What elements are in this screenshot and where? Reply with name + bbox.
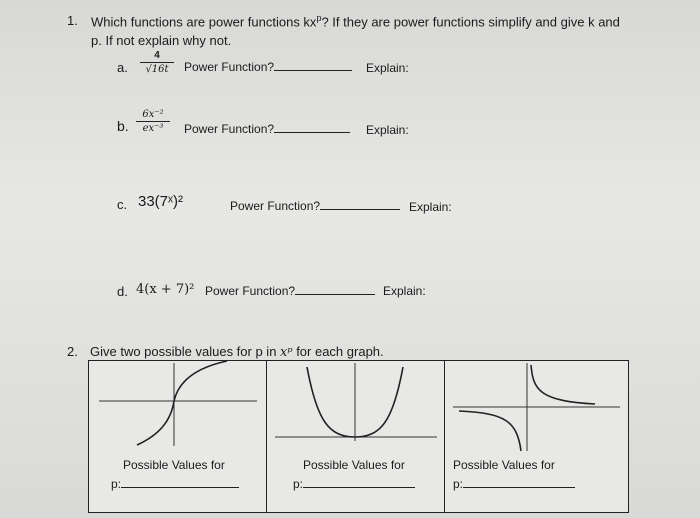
q2-text	[90, 344, 384, 360]
graph-box-3	[444, 360, 629, 513]
item-a-explain: Explain:	[366, 61, 409, 75]
item-d-explain: Explain:	[383, 284, 426, 298]
item-a-letter: a.	[117, 60, 128, 75]
item-a-denominator: √16t	[145, 64, 169, 75]
graph-3-p-blank[interactable]	[463, 487, 575, 488]
item-b-pf-label: Power Function?	[184, 122, 275, 136]
graph-2-p-label: p:	[293, 477, 304, 491]
q1-line2: p. If not explain why not.	[91, 33, 232, 48]
item-a-pf-label: Power Function?	[184, 60, 275, 74]
graph-1-p	[111, 477, 239, 491]
item-d-letter: d.	[117, 284, 128, 299]
item-c-pf-label: Power Function?	[230, 199, 321, 213]
graph-1-p-label: p:	[111, 477, 122, 491]
q1-text: Which functions are power functions kx	[91, 14, 317, 30]
graph-3-curve-right	[531, 365, 595, 404]
item-d-pf-label: Power Function?	[205, 284, 296, 298]
graph-box-2	[266, 360, 446, 513]
q1-sup-p: p	[316, 13, 322, 23]
q2-text-end: for each graph.	[292, 344, 384, 359]
item-c-power-function	[230, 199, 400, 213]
item-d-power-function	[205, 284, 375, 298]
q1-line1	[91, 13, 620, 29]
item-b-explain: Explain:	[366, 123, 409, 137]
item-b-letter: b.	[117, 118, 129, 134]
graph-1-curve	[137, 361, 227, 445]
item-b-denominator: ex⁻³	[142, 123, 164, 134]
graph-box-1	[88, 360, 268, 513]
q1-number: 1.	[67, 13, 78, 28]
item-d-expression: 4(x + 7)²	[136, 282, 195, 297]
item-c-letter: c.	[117, 197, 128, 212]
item-a-blank[interactable]	[274, 70, 352, 71]
item-c-blank[interactable]	[320, 209, 400, 210]
graph-1-p-blank[interactable]	[121, 487, 239, 488]
item-a-numerator: 4	[154, 50, 160, 61]
item-a-power-function	[184, 60, 352, 74]
graph-3-p-label: p:	[453, 477, 464, 491]
q2-xp: xᵖ	[280, 345, 293, 360]
q2-number: 2.	[67, 344, 78, 359]
item-c-explain: Explain:	[409, 200, 452, 214]
item-b-numerator: 6x⁻²	[142, 109, 164, 120]
item-b-fraction	[136, 109, 170, 134]
item-b-power-function	[184, 122, 350, 136]
item-c-expression: 33(7ˣ)²	[138, 193, 183, 210]
graph-2-possible-values: Possible Values for	[303, 458, 405, 472]
graph-1-plot	[89, 361, 267, 451]
graph-2-plot	[267, 361, 445, 451]
graph-3-p	[453, 477, 575, 491]
q2-text-start: Give two possible values for p in	[90, 344, 281, 359]
graph-1-possible-values: Possible Values for	[123, 458, 225, 472]
graph-2-p	[293, 477, 415, 491]
item-a-fraction	[140, 50, 174, 75]
graph-3-plot	[445, 361, 628, 456]
q1-text-end: ? If they are power functions simplify and give k and	[321, 14, 620, 30]
item-b-blank[interactable]	[274, 132, 350, 133]
graph-2-p-blank[interactable]	[303, 487, 415, 488]
item-d-blank[interactable]	[295, 294, 375, 295]
graph-3-curve-left	[459, 411, 521, 451]
graph-3-possible-values: Possible Values for	[453, 458, 555, 472]
